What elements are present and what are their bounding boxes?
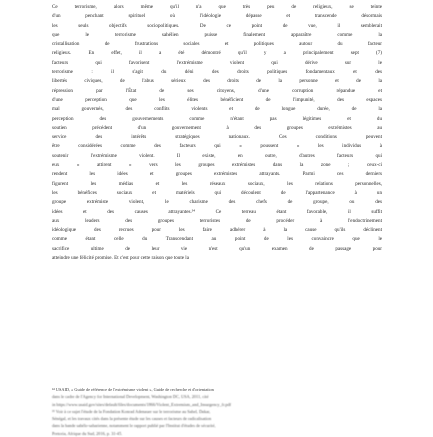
paragraph-line: idées et des causes attrayantes.³⁴ Ce terreau étant favorable, il suffit bbox=[52, 208, 382, 215]
paragraph-line: aux leaders des groupes terroristes de procéder à l'endoctrinement bbox=[52, 217, 382, 224]
footnote-line: ³⁵ Voir à ce sujet l'étude de la Fondation Konrad Adenauer sur le terrorisme au Sahel, Dakar, bbox=[52, 408, 211, 414]
paragraph-line: mal gouvernés, des conflits violents et de longue durée, de la bbox=[52, 106, 382, 113]
paragraph-line: sacrifice ultime de leur vie n'est qu'un examen de passage pour bbox=[52, 245, 382, 252]
paragraph-line: libertés civiques, de l'abus sérieux des droits de la personne et de la bbox=[52, 78, 382, 85]
paragraph-line: être considérées comme des facteurs qui « poussent » les individus à bbox=[52, 143, 382, 150]
footnote-line: dans le cadre de l'Agency for International Development, Washington DC, USA, 2011, cité bbox=[52, 394, 209, 400]
paragraph-line: figurent les médias et les réseaux sociaux, les relations personnelles, bbox=[52, 180, 382, 187]
paragraph-line: Ce terrorisme, alors même qu'il n'a que très peu de religieux, se teinte bbox=[52, 4, 382, 10]
paragraph-line: soutenir l'extrémisme violent. Il existe, en outre, d'autres facteurs qui bbox=[52, 152, 382, 159]
paragraph-line: d'une perception que les élites bénéficient de l'impunité, des espaces bbox=[52, 96, 382, 103]
paragraph-line: eux « attirent » vers les groupes extrémistes dans la zone ; ceux-ci bbox=[52, 162, 382, 169]
paragraph-line: cristallisation de frustrations sociales et politiques autour du facteur bbox=[52, 41, 382, 48]
paragraph-line: les bénéfices sociaux et matériels qui découlent de l'appartenance à un bbox=[52, 189, 382, 196]
paragraph-line: perception des gouvernements comme n'étant pas légitimes et du bbox=[52, 115, 382, 122]
paragraph-line: les seuls objectifs sociopolitiques. De ce point de vue, il semblerait bbox=[52, 22, 382, 29]
paragraph-line: comme étant celle du Transcendant au point de les convaincre que le bbox=[52, 236, 382, 243]
footnote-line: Pretoria, Afrique du Sud, 2016, p. 31-45. bbox=[52, 430, 123, 436]
paragraph-line: terrorisme : il s'agit du déni des droits politiques fondamentaux et des bbox=[52, 69, 382, 76]
paragraph-line: rendent les idées et groupes extrémistes attrayants. Parmi ces derniers bbox=[52, 171, 382, 178]
document-body bbox=[52, 3, 382, 431]
footnotes bbox=[52, 386, 382, 436]
paragraph-line: d'un penchant spirituel où l'idéologie dépasse et transcende désormais bbox=[52, 13, 382, 20]
paragraph-line: soutien précédent d'un gouvernement à des groupes extrémistes au bbox=[52, 124, 382, 131]
paragraph-line: religieux. En effet, il a été démontré qu'il y a principalement sept (7) bbox=[52, 50, 382, 57]
paragraph-line: répression par l'État de ses citoyens, d'une corruption répandue et bbox=[52, 87, 382, 94]
paragraph-line: atteindre une félicité promise. Et c'est pour cette raison que toute la bbox=[52, 255, 189, 262]
paragraph-line: service des intérêts stratégiques nationaux. Ces conditions peuvent bbox=[52, 134, 382, 141]
footnote-line: Sénégal, et les travaux cités dans la présente étude sur les causes et facteurs de radicalisation bbox=[52, 416, 212, 422]
paragraph-line: que le terrorisme sahélien puisse finalement apparaître comme la bbox=[52, 31, 382, 38]
paragraph-line: groupe extrémiste violent, le charisme des chefs de groupe, ou des bbox=[52, 199, 382, 206]
paragraph-line: facteurs qui favorisent l'extrémisme violent qui dérive sur le bbox=[52, 59, 382, 66]
footnote-line: dans la bande sahélo-saharienne, notamment le rapport publié par l'Institut d'études de sécurité, bbox=[52, 423, 216, 429]
footnote-line: ³⁴ USAID, « Guide de référence de l'extrémisme violent », Guide de recherche et d'orientation bbox=[52, 387, 214, 392]
footnote-line: in https://www.usaid.gov/sites/default/files/documents/1866/Violent_Extremism_and_Insurgency_fr.pdf bbox=[52, 401, 232, 407]
paragraph-line: idéologique des recrues pour les faire adhérer à la cause qu'ils déclinent bbox=[52, 227, 382, 234]
